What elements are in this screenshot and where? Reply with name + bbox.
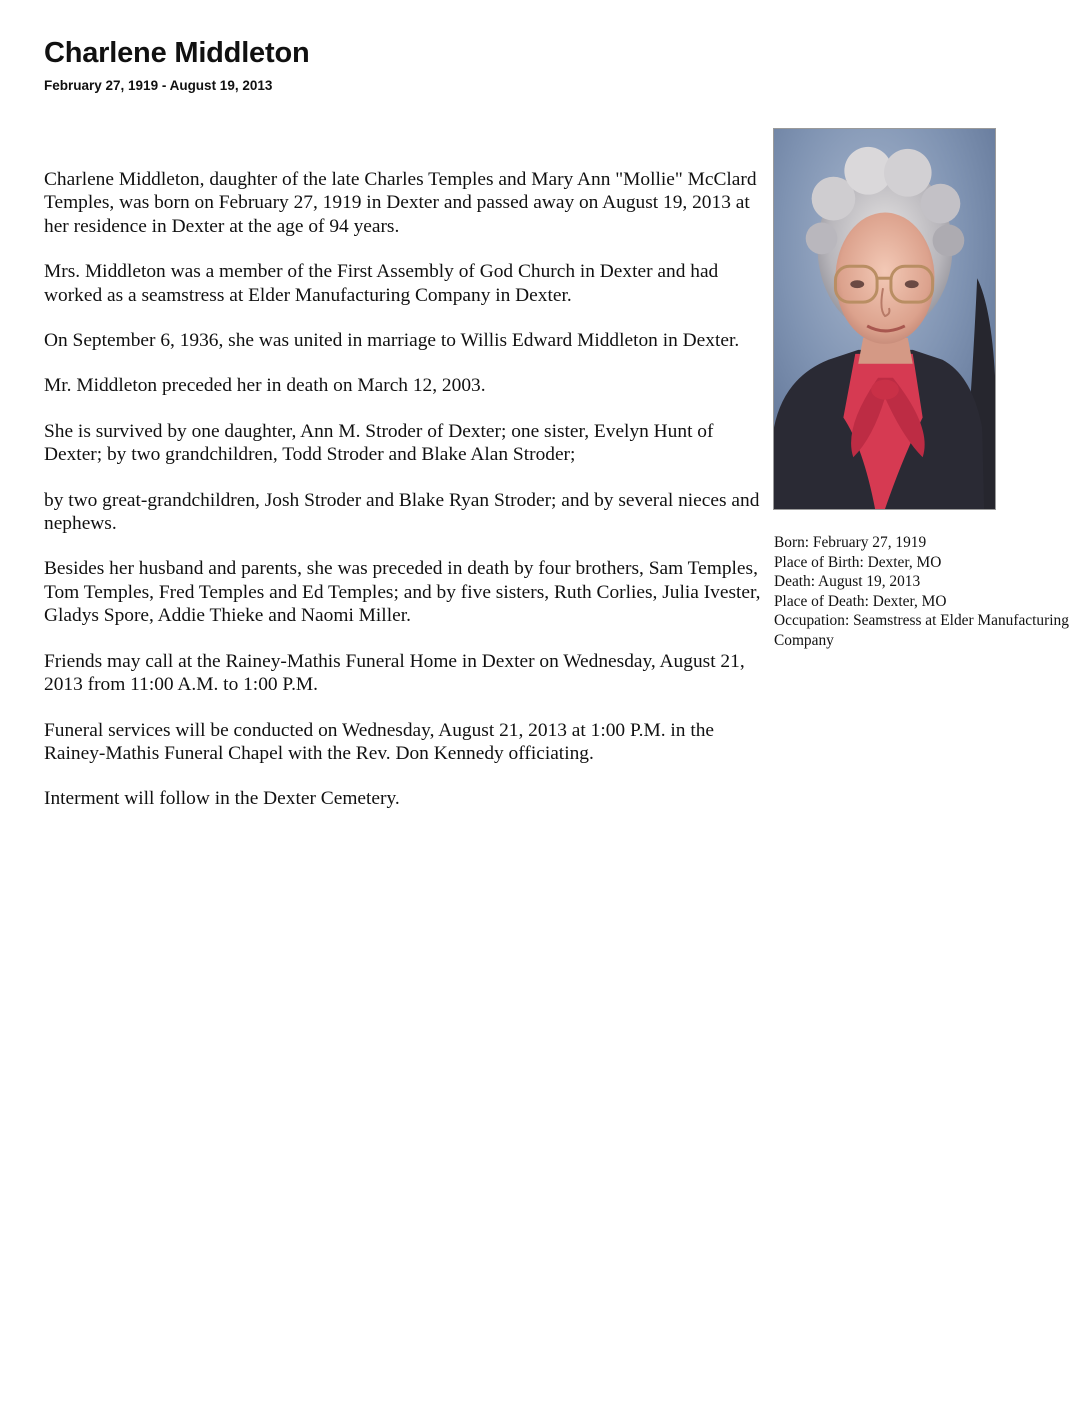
fact-place-of-birth: Place of Birth: Dexter, MO <box>774 553 942 571</box>
obituary-paragraph: Funeral services will be conducted on Wednesday, August 21, 2013 at 1:00 P.M. in the Rainey-Mathis Funeral Chapel with the Rev. Don Kennedy officiating. <box>44 719 715 764</box>
obituary-paragraph: Friends may call at the Rainey-Mathis Funeral Home in Dexter on Wednesday, August 21, 2013 from 11:00 A.M. to 1:00 P.M. <box>44 650 745 696</box>
life-dates: February 27, 1919 - August 19, 2013 <box>44 78 273 93</box>
fact-place-of-death: Place of Death: Dexter, MO <box>774 592 947 610</box>
fact-born: Born: February 27, 1919 <box>774 534 927 551</box>
obituary-paragraph: Interment will follow in the Dexter Cemetery. <box>44 788 400 810</box>
obituary-paragraph: by two great-grandchildren, Josh Stroder and Blake Ryan Stroder; and by several nieces and nephews. <box>44 489 760 535</box>
portrait-photo <box>773 128 996 510</box>
obituary-paragraph: On September 6, 1936, she was united in marriage to Willis Edward Middleton in Dexter. <box>44 330 740 352</box>
obituary-paragraph: Mr. Middleton preceded her in death on March 12, 2003. <box>44 375 486 397</box>
obituary-paragraph: Besides her husband and parents, she was preceded in death by four brothers, Sam Temples, Tom Temples, Fred Temples and Ed Temples; and by five sisters, Ruth Corlies, Julia Ivester, Gladys Spore, Addie Thieke and Naomi Miller. <box>44 558 761 627</box>
page-title: Charlene Middleton <box>44 37 310 69</box>
fact-occupation: Occupation: Seamstress at Elder Manufacturing Company <box>774 612 1069 649</box>
vital-facts <box>774 533 1074 651</box>
obituary-text <box>44 168 766 833</box>
obituary-paragraph: Mrs. Middleton was a member of the First Assembly of God Church in Dexter and had worked as a seamstress at Elder Manufacturing Company in Dexter. <box>44 261 719 306</box>
obituary-paragraph: Charlene Middleton, daughter of the late Charles Temples and Mary Ann "Mollie" McClard Temples, was born on February 27, 1919 in Dexter and passed away on August 19, 2013 at her residence in Dexter at the age of 94 years. <box>44 169 757 237</box>
obituary-paragraph: She is survived by one daughter, Ann M. Stroder of Dexter; one sister, Evelyn Hunt of Dexter; by two grandchildren, Todd Stroder and Blake Alan Stroder; <box>44 420 714 466</box>
fact-death: Death: August 19, 2013 <box>774 573 921 591</box>
